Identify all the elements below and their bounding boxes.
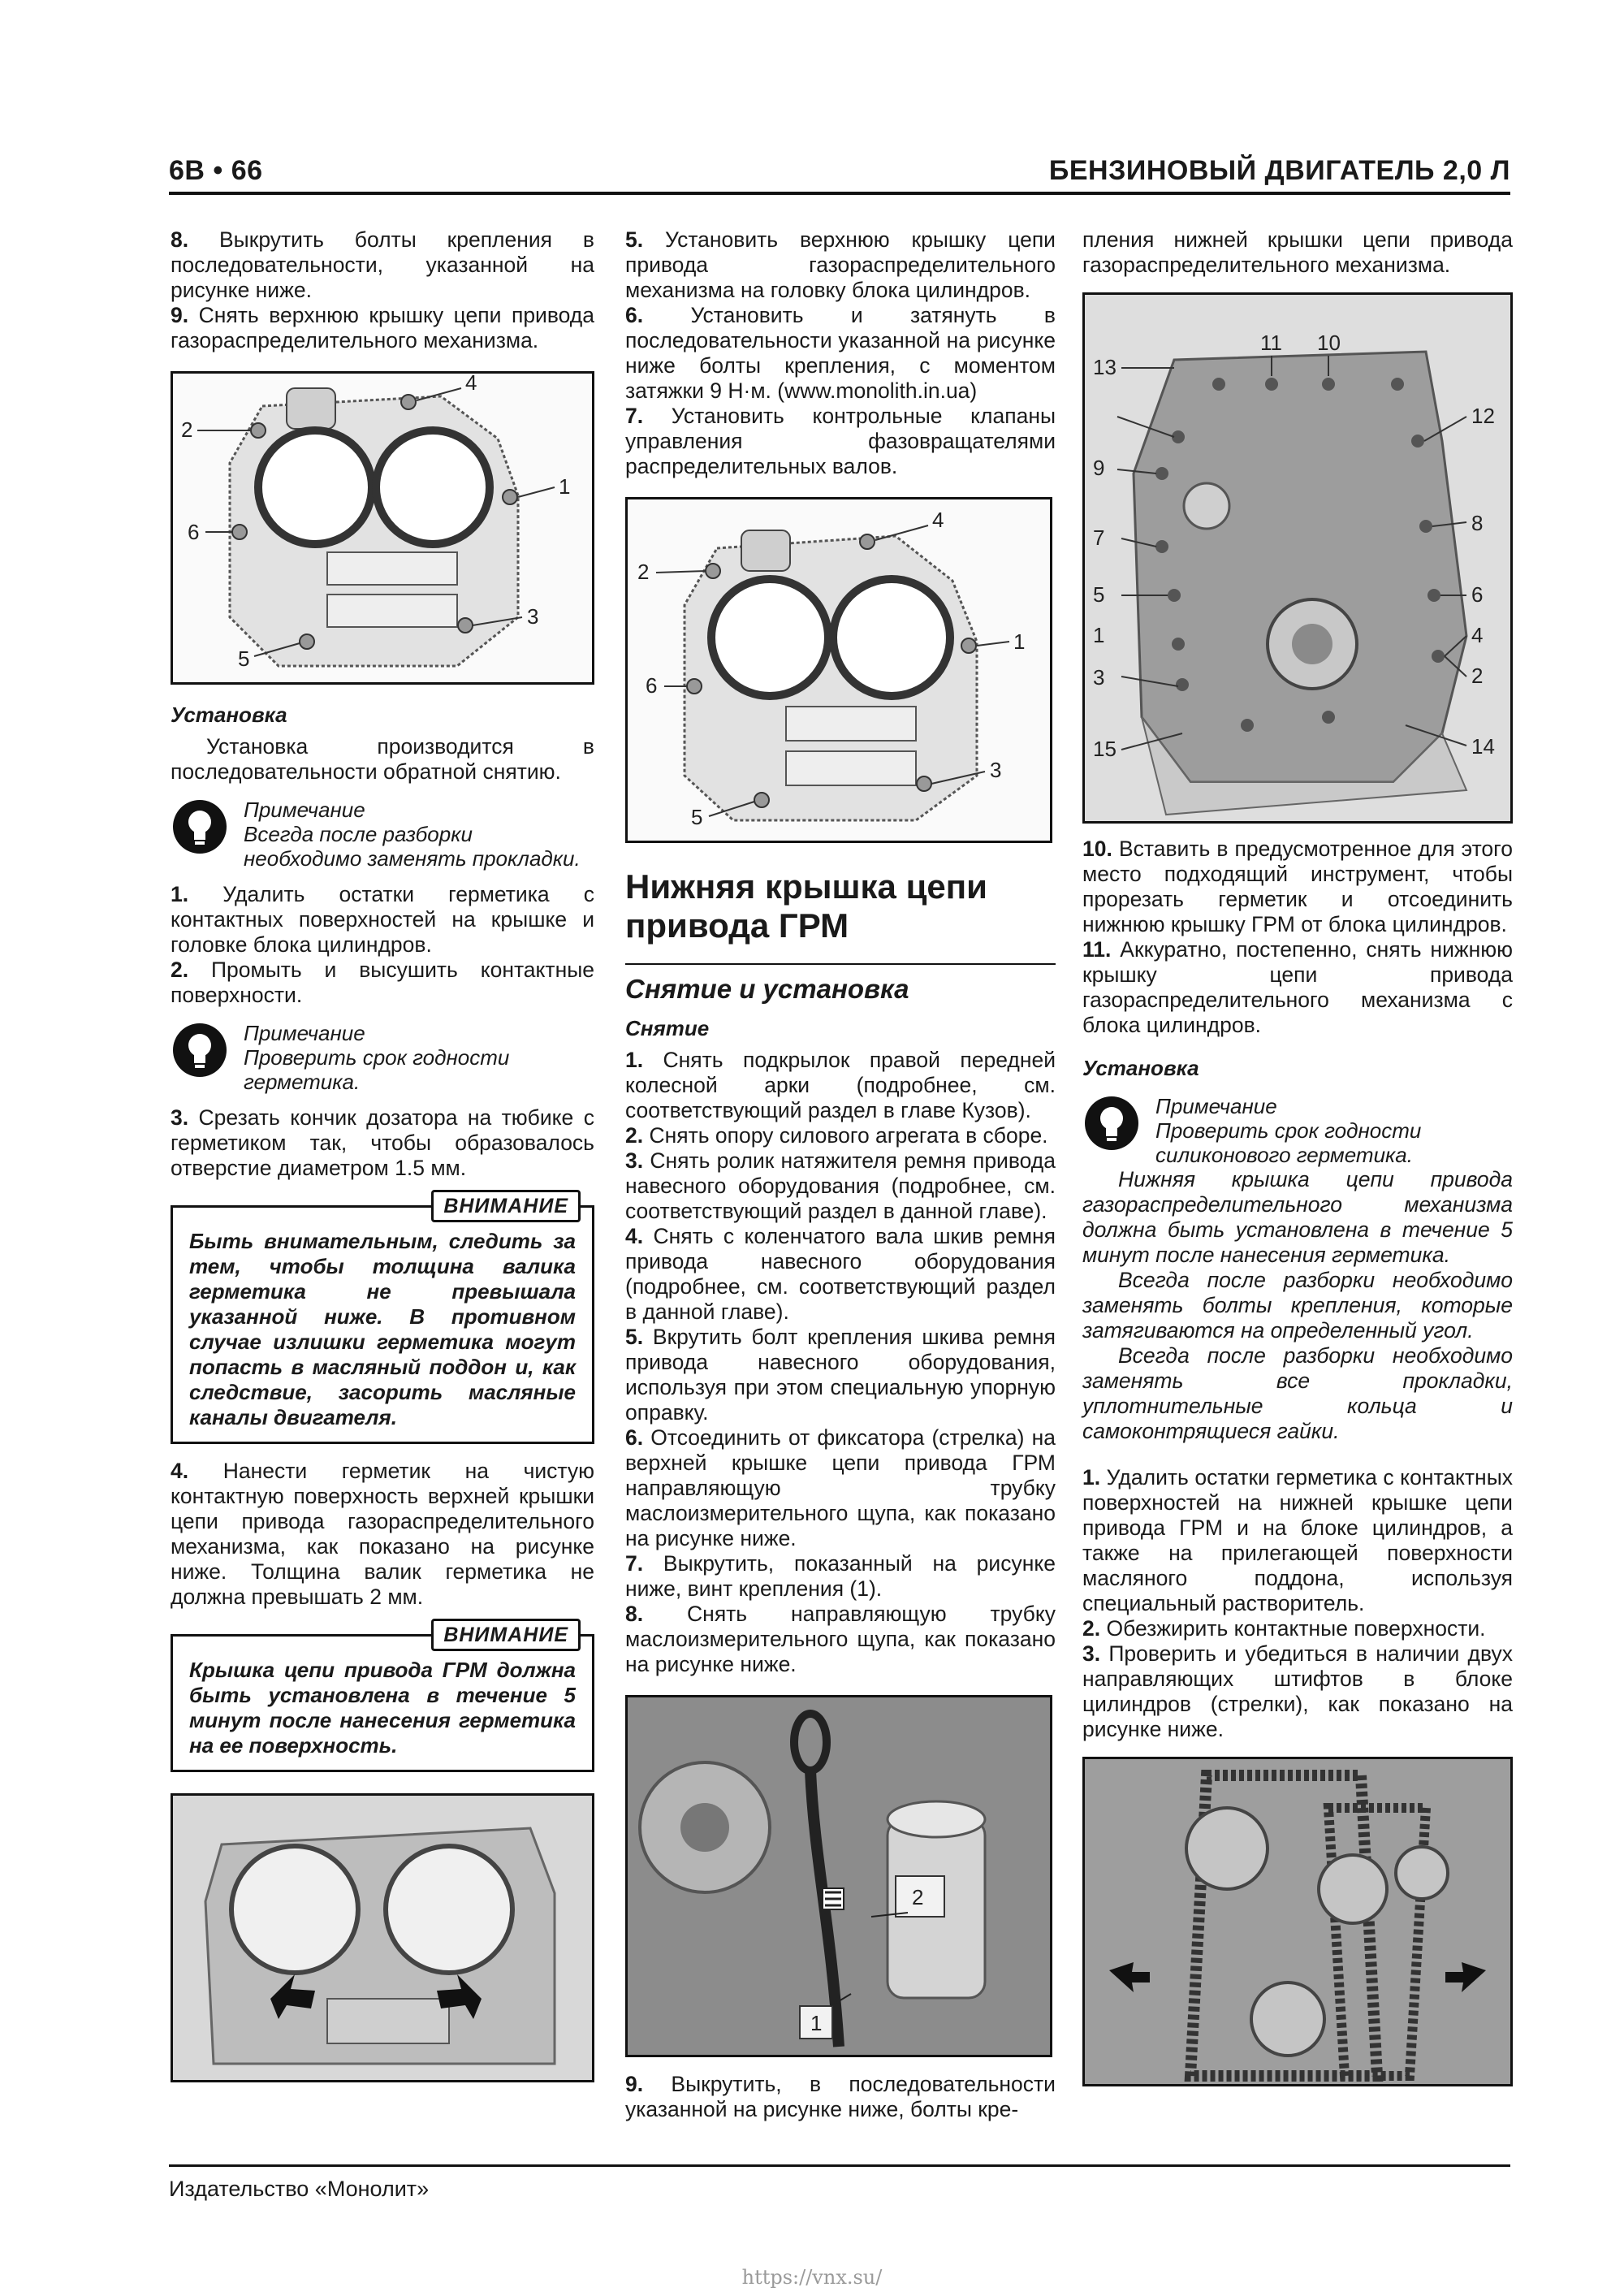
step-7: 7. Установить контрольные клапаны управления фазовращателями распределительных валов. [625, 404, 1056, 478]
fig3-label-6: 6 [1471, 582, 1484, 607]
step-6: 6. Установить и затянуть в последовательности указанной на рисунке ниже болты крепления, с моментом затяжки 9 Н·м. (www.monolith.in.ua) [625, 303, 1056, 403]
removal-step-7: 7. Выкрутить, показанный на рисунке ниже, винт крепления (1). [625, 1551, 1056, 1601]
page-number: 6В • 66 [169, 155, 263, 186]
fig2-label-4: 4 [932, 508, 944, 532]
fig3-label-11: 11 [1260, 331, 1282, 355]
note-3-title: Примечание [1155, 1094, 1277, 1118]
removal-step-4: 4. Снять с коленчатого вала шкив ремня привода навесного оборудования (подробнее, см. соответствующий раздел в данной главе). [625, 1224, 1056, 1324]
info-bulb-icon [171, 798, 229, 856]
fig3-label-3: 3 [1093, 665, 1105, 690]
install-step-c3-3: 3. Проверить и убедиться в наличии двух направляющих штифтов в блоке цилиндров (стрелки), как показано на рисунке ниже. [1082, 1641, 1513, 1741]
footer-rule [169, 2164, 1510, 2167]
fig3-label-14: 14 [1471, 734, 1495, 759]
fig1-label-3: 3 [527, 604, 539, 629]
publisher: Издательство «Монолит» [169, 2177, 430, 2201]
upper-cover-figure [171, 371, 594, 685]
removal-step-9: 9. Выкрутить, в последовательности указанной на рисунке ниже, болты кре- [625, 2072, 1056, 2121]
removal-step-2: 2. Снять опору силового агрегата в сборе. [625, 1123, 1048, 1148]
warning-1-label: ВНИМАНИЕ [431, 1190, 581, 1222]
install-step-3: 3. Срезать кончик дозатора на тюбике с герметиком так, чтобы образовалось отверстие диаметром 1.5 мм. [171, 1105, 594, 1180]
step-9: 9. Снять верхнюю крышку цепи привода газораспределительного механизма. [171, 303, 594, 352]
fig2-label-1: 1 [1013, 629, 1026, 654]
lower-cover-bolts-figure [1082, 292, 1513, 824]
watermark-url[interactable]: https://vnx.su/ [741, 2266, 883, 2289]
install-step-1: 1. Удалить остатки герметика с контактных поверхностей на крышке и головке блока цилиндров. [171, 882, 594, 957]
step-8: 8. Выкрутить болты крепления в последовательности, указанной на рисунке ниже. [171, 227, 594, 302]
fig3-label-1: 1 [1093, 623, 1105, 647]
subsection-title: Снятие и установка [625, 974, 909, 1004]
warning-1-text: Быть внимательным, следить за тем, чтобы толщина валика герметика не превышала указанной ниже. В противном случае излишки герметика могут попасть в масляный поддон и, как следствие, засорить масляные каналы двигателя. [189, 1229, 576, 1429]
removal-heading: Снятие [625, 1016, 710, 1040]
warning-2 [171, 1624, 594, 1772]
install-step-c3-2: 2. Обезжирить контактные поверхности. [1082, 1616, 1486, 1641]
fig3-label-9: 9 [1093, 456, 1105, 480]
removal-step-11: 11. Аккуратно, постепенно, снять нижнюю крышку цепи привода газораспределительного механизма с блока цилиндров. [1082, 937, 1513, 1037]
fig2-label-3: 3 [990, 758, 1002, 782]
dipstick-tube-photo [625, 1695, 1052, 2057]
step-5: 5. Установить верхнюю крышку цепи привода газораспределительного механизма на головку блока цилиндров. [625, 227, 1056, 302]
info-bulb-icon [171, 1021, 229, 1079]
removal-step-6: 6. Отсоединить от фиксатора (стрелка) на верхней крышке цепи привода ГРМ направляющую трубку маслоизмерительного щупа, как показано на рисунке ниже. [625, 1425, 1056, 1550]
column-2 [625, 227, 1056, 2122]
fig3-label-10: 10 [1317, 331, 1341, 355]
warning-2-text: Крышка цепи привода ГРМ должна быть установлена в течение 5 минут после нанесения герметика на ее поверхность. [189, 1658, 576, 1758]
removal-step-1: 1. Снять подкрылок правой передней колесной арки (подробнее, см. соответствующий раздел в главе Кузов). [625, 1048, 1056, 1122]
chapter-title: БЕНЗИНОВЫЙ ДВИГАТЕЛЬ 2,0 Л [1048, 155, 1510, 186]
warning-2-label: ВНИМАНИЕ [431, 1619, 581, 1651]
warning-1 [171, 1195, 594, 1444]
install-text: Установка производится в последовательности обратной снятию. [171, 734, 594, 784]
column-3 [1082, 227, 1513, 2086]
fig1-label-5: 5 [238, 646, 250, 671]
install-note-3: Всегда после разборки необходимо заменять все прокладки, уплотнительные кольца и самоконтрящиеся гайки. [1082, 1343, 1513, 1443]
removal-step-10: 10. Вставить в предусмотренное для этого место подходящий инструмент, чтобы прорезать герметик и отсоединить нижнюю крышку ГРМ от блока цилиндров. [1082, 837, 1513, 936]
section-rule [625, 963, 1056, 965]
upper-cover-tightening-figure [625, 497, 1052, 843]
install-step-4: 4. Нанести герметик на чистую контактную поверхность верхней крышки цепи привода газораспределительного механизма, как показано на рисунке ниже. Толщина валик герметика не должна превышать 2 мм. [171, 1459, 594, 1609]
install-note-2: Всегда после разборки необходимо заменять болты крепления, которые затягиваются на определенный угол. [1082, 1268, 1513, 1343]
install-heading-2: Установка [1082, 1056, 1199, 1080]
note-3 [1082, 1094, 1513, 1167]
removal-step-3: 3. Снять ролик натяжителя ремня привода навесного оборудования (подробнее, см. соответствующий раздел в данной главе). [625, 1148, 1056, 1223]
fig3-label-5: 5 [1093, 582, 1105, 607]
fig1-label-6: 6 [188, 520, 200, 544]
fig1-label-2: 2 [181, 417, 193, 442]
column-1 [171, 227, 594, 2082]
sealant-cover-photo [171, 1793, 594, 2082]
note-3-text: Проверить срок годности силиконового герметика. [1155, 1118, 1422, 1167]
fig3-label-15: 15 [1093, 737, 1116, 761]
install-step-2: 2. Промыть и высушить контактные поверхности. [171, 958, 594, 1007]
removal-step-5: 5. Вкрутить болт крепления шкива ремня привода навесного оборудования, используя при этом специальную упорную оправку. [625, 1325, 1056, 1425]
note-1-text: Всегда после разборки необходимо заменять прокладки. [244, 822, 581, 871]
note-1-title: Примечание [244, 798, 365, 822]
fig2-label-6: 6 [646, 673, 658, 698]
fig2-label-5: 5 [691, 805, 703, 829]
photo-label-2: 2 [912, 1885, 924, 1909]
photo-label-1: 1 [810, 2011, 823, 2035]
header-rule [169, 192, 1510, 195]
fig3-label-4: 4 [1471, 623, 1484, 647]
fig3-label-2: 2 [1471, 664, 1484, 688]
fig1-label-1: 1 [559, 474, 571, 499]
note-1 [171, 798, 594, 871]
install-step-c3-1: 1. Удалить остатки герметика с контактных поверхностей на нижней крышке цепи привода ГРМ и на блоке цилиндров, а также на прилегающей поверхности масляного поддона, используя специальный растворитель. [1082, 1465, 1513, 1615]
info-bulb-icon [1082, 1094, 1141, 1152]
page-header [169, 146, 1510, 187]
note-2-text: Проверить срок годности герметика. [244, 1045, 510, 1094]
note-2-title: Примечание [244, 1021, 365, 1045]
fig2-label-2: 2 [637, 560, 650, 584]
step-9-continued: пления нижней крышки цепи привода газораспределительного механизма. [1082, 227, 1513, 277]
section-title: Нижняя крышка цепи привода ГРМ [625, 867, 987, 945]
fig3-label-8: 8 [1471, 511, 1484, 535]
fig1-label-4: 4 [465, 374, 477, 395]
fig3-label-12: 12 [1471, 404, 1495, 428]
install-heading: Установка [171, 703, 287, 727]
fig3-label-7: 7 [1093, 525, 1105, 550]
install-note-1: Нижняя крышка цепи привода газораспределительного механизма должна быть установлена в течение 5 минут после нанесения герметика. [1082, 1167, 1513, 1267]
guide-pins-photo [1082, 1757, 1513, 2086]
removal-step-8: 8. Снять направляющую трубку маслоизмерительного щупа, как показано на рисунке ниже. [625, 1602, 1056, 1676]
note-2 [171, 1021, 594, 1094]
fig3-label-13: 13 [1093, 355, 1116, 379]
